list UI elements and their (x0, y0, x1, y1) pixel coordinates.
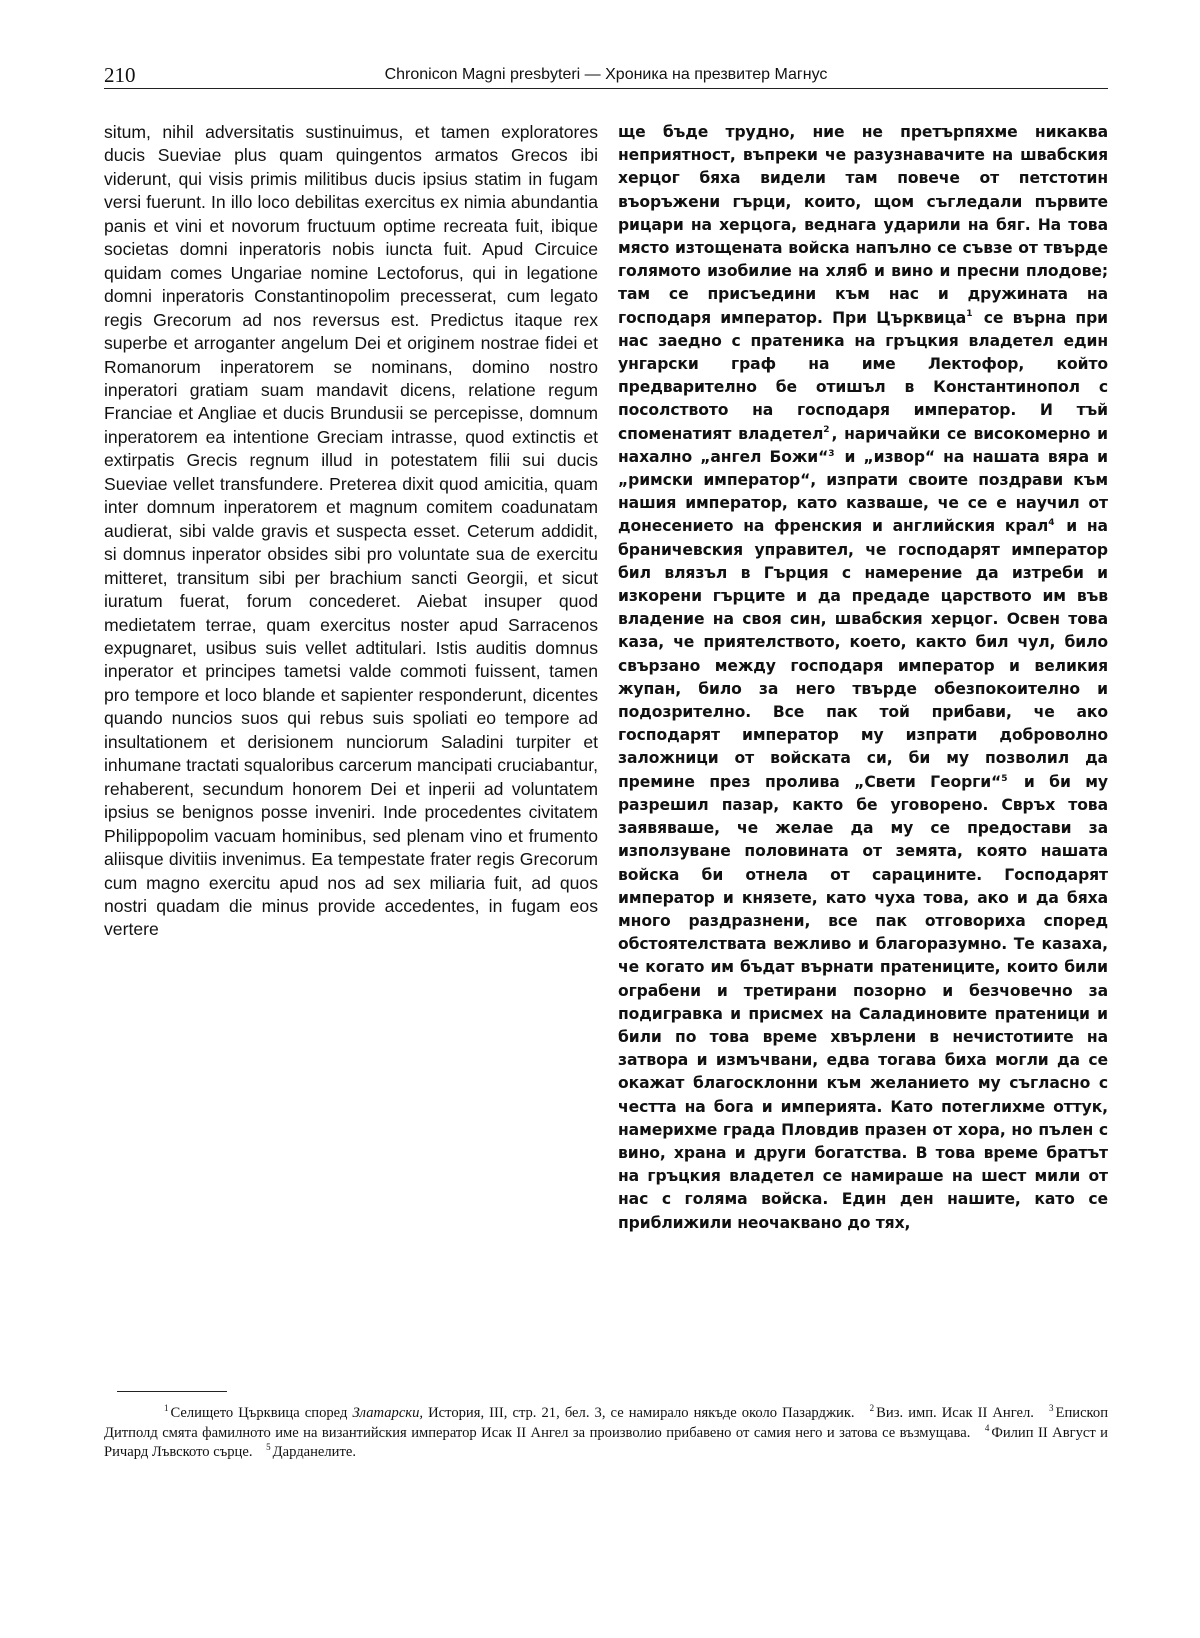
footnote-number: 2 (869, 1403, 875, 1414)
footnote-author: Златарски, (352, 1405, 424, 1421)
page-header (104, 62, 1108, 90)
footnote-text: Дарданелите. (272, 1444, 356, 1460)
footnote-number: 3 (1049, 1403, 1054, 1414)
bulgarian-text (618, 121, 1108, 1235)
footnote-2 (870, 1405, 1034, 1421)
footnote-ref: 1 (966, 309, 973, 320)
running-head: Chronicon Magni presbyteri — Хроника на презвитер Магнус (384, 66, 828, 83)
bulgarian-text-segment: , наричайки се високомерно и нахално „ангел Божи“ (618, 424, 1108, 466)
footnote-5 (266, 1444, 356, 1460)
bulgarian-text-segment: и „извор“ на нашата вяра и „римски император“, изпрати своите поздрави към нашия император, като казваше, че се е научил от донесението на френския и английския крал (618, 447, 1108, 536)
page-number: 210 (104, 63, 136, 87)
footnote-number: 1 (164, 1403, 169, 1414)
footnote-text: Виз. имп. Исак II Ангел. (876, 1405, 1034, 1421)
bulgarian-text-segment: се върна при нас заедно с пратеника на гръцкия владетел един унгарски граф на име Лектофор, който предварително бе отишъл в Константинопол с посолството на господаря император. И тъй споменатият владетел (618, 308, 1108, 443)
footnote-text: Селището Църквица според (170, 1405, 353, 1421)
latin-column (104, 121, 598, 1166)
footnote-text: Епископ Дитполд смята фамилното име на византийския император Исак II Ангел за произволио прибавено от самия него и затова се възмущава. (104, 1405, 1108, 1441)
latin-text: situm, nihil adversitatis sustinuimus, et tamen exploratores ducis Sueviae plus quam quingentos armatos Grecos ibi viderunt, qui visis primis militibus ducis ipsius statim in fugam versi fuerunt. In illo loco debilitas exercitus ex nimia abundantia panis et vini et novorum fructuum optime recreata fuit, ibique societas domni inperatoris nobis iuncta fuit. Apud Circuice quidam comes Ungariae nomine Lectoforus, qui in legatione domni inperatoris Constantinopolim precesserat, cum legato regis Grecorum ad nos reversus est. Predictus itaque rex superbe et arroganter angelum Dei et originem nostrae fidei et Romanorum inperatorem se nominans, domino nostro inperatori gratiam suam mandavit dicens, relatione regum Franciae et Angliae et ducis Brundusii se percepisse, domnum inperatorem ea intentione Greciam intrasse, quod extinctis et extirpatis Grecis regnum illud in potestatem filii sui ducis Sueviae vellet transfundere. Preterea dixit quod amicitia, quam inter domnum inperatorem et magnum comitem coadunatam audierat, sibi valde gravis et suspecta esset. Ceterum addidit, si domnus inperator obsides sibi pro voluntate sua de exercitu mitteret, transitum sibi per brachium sancti Georgii, et sicut iuratum fuerat, forum concederet. Aiebat insuper quod medietatem terrae, quam exercitus noster apud Sarracenos expugnaret, usibus suis vellet adtitulari. Istis auditis domnus inperator et principes tametsi valde commoti fuissent, tamen pro tempore et loco blande et sapienter responderunt, dicentes quando nuncios suos qui rebus suis spoliati eo tempore ad insultationem et derisionem nunciorum Saladini turpiter et inhumane tractati squaloribus carcerum mancipati cruciabantur, rehaberent, secundum honorem Dei et inperii ad voluntatem ipsius se benignos posse inveniri. Inde procedentes civitatem Philippopolim vacuam hominibus, sed plenam vino et frumento aliisque divitiis invenimus. Ea tempestate frater regis Grecorum cum magno exercitu apud nos ad sex miliaria fuit, ad quos nostri quadam die minus provide accedentes, in fugam eos vertere (104, 122, 598, 940)
footnote-ref: 4 (1048, 518, 1055, 529)
footnote-ref: 2 (823, 425, 830, 436)
footnote-text: История, III, стр. 21, бел. 3, се намирало някъде около Пазарджик. (423, 1405, 855, 1421)
bulgarian-text-segment: ще бъде трудно, ние не претърпяхме никаква неприятност, въпреки че разузнавачите на швабския херцог бяха видели там повече от петстотин въоръжени гърци, които, щом съгледали първите рицари на херцога, веднага ударили на бяг. На това място изтощената войска напълно се съвзе от твърде голямото изобилие на хляб и вино и пресни плодове; там се присъедини към нас и дружината на господаря император. При Църквица (618, 123, 1108, 327)
footnotes (104, 1404, 1108, 1463)
footnote-rule (117, 1391, 227, 1392)
bulgarian-column (618, 121, 1108, 1376)
footnote-text: Филип II Август и Ричард Лъвското сърце. (104, 1424, 1108, 1460)
footnote-1 (164, 1405, 855, 1421)
footnote-ref: 5 (1001, 773, 1008, 784)
footnote-number: 4 (984, 1422, 990, 1433)
bulgarian-text-segment: и на браничевския управител, че господарят император бил влязъл в Гърция с намерение да изтреби и изкорени гърците и да предаде царството им във владение на своя син, швабския херцог. Освен това каза, че приятелството, което, както бил чул, било свързано между господаря император и великия жупан, било за него твърде обезпокоително и подозрително. Все пак той прибави, че ако господарят император му изпрати доброволно заложници от войската си, би му позволил да премине през пролива „Свети Георги“ (618, 517, 1108, 791)
bulgarian-text-segment: и би му разрешил пазар, както бе уговорено. Свръх това заявяваше, че желае да му се предостави за използуване половината от земята, която нашата войска би отнела от сарацините. Господарят император и князете, като чуха това, ако и да бяха много раздразнени, все пак отговориха според обстоятелствата вежливо и благоразумно. Те казаха, че когато им бъдат върнати пратениците, които били ограбени и третирани позорно и безчовечно за подигравка и присмех на Саладиновите пратеници и били по това време хвърлени в нечистотиите на затвора и измъчвани, едва тогава биха могли да се окажат благосклонни към желанието му съгласно с честта на бога и империята. Като потеглихме оттук, намерихме града Пловдив празен от хора, но пълен с вино, храна и други богатства. В това време братът на гръцкия владетел се намираше на шест мили от нас с голяма войска. Един ден нашите, като се приближили неочаквано до тях, (618, 772, 1108, 1232)
footnote-ref: 3 (828, 448, 835, 459)
footnote-number: 5 (266, 1442, 271, 1453)
header-rule (104, 88, 1108, 89)
footnotes-paragraph (104, 1404, 1108, 1463)
